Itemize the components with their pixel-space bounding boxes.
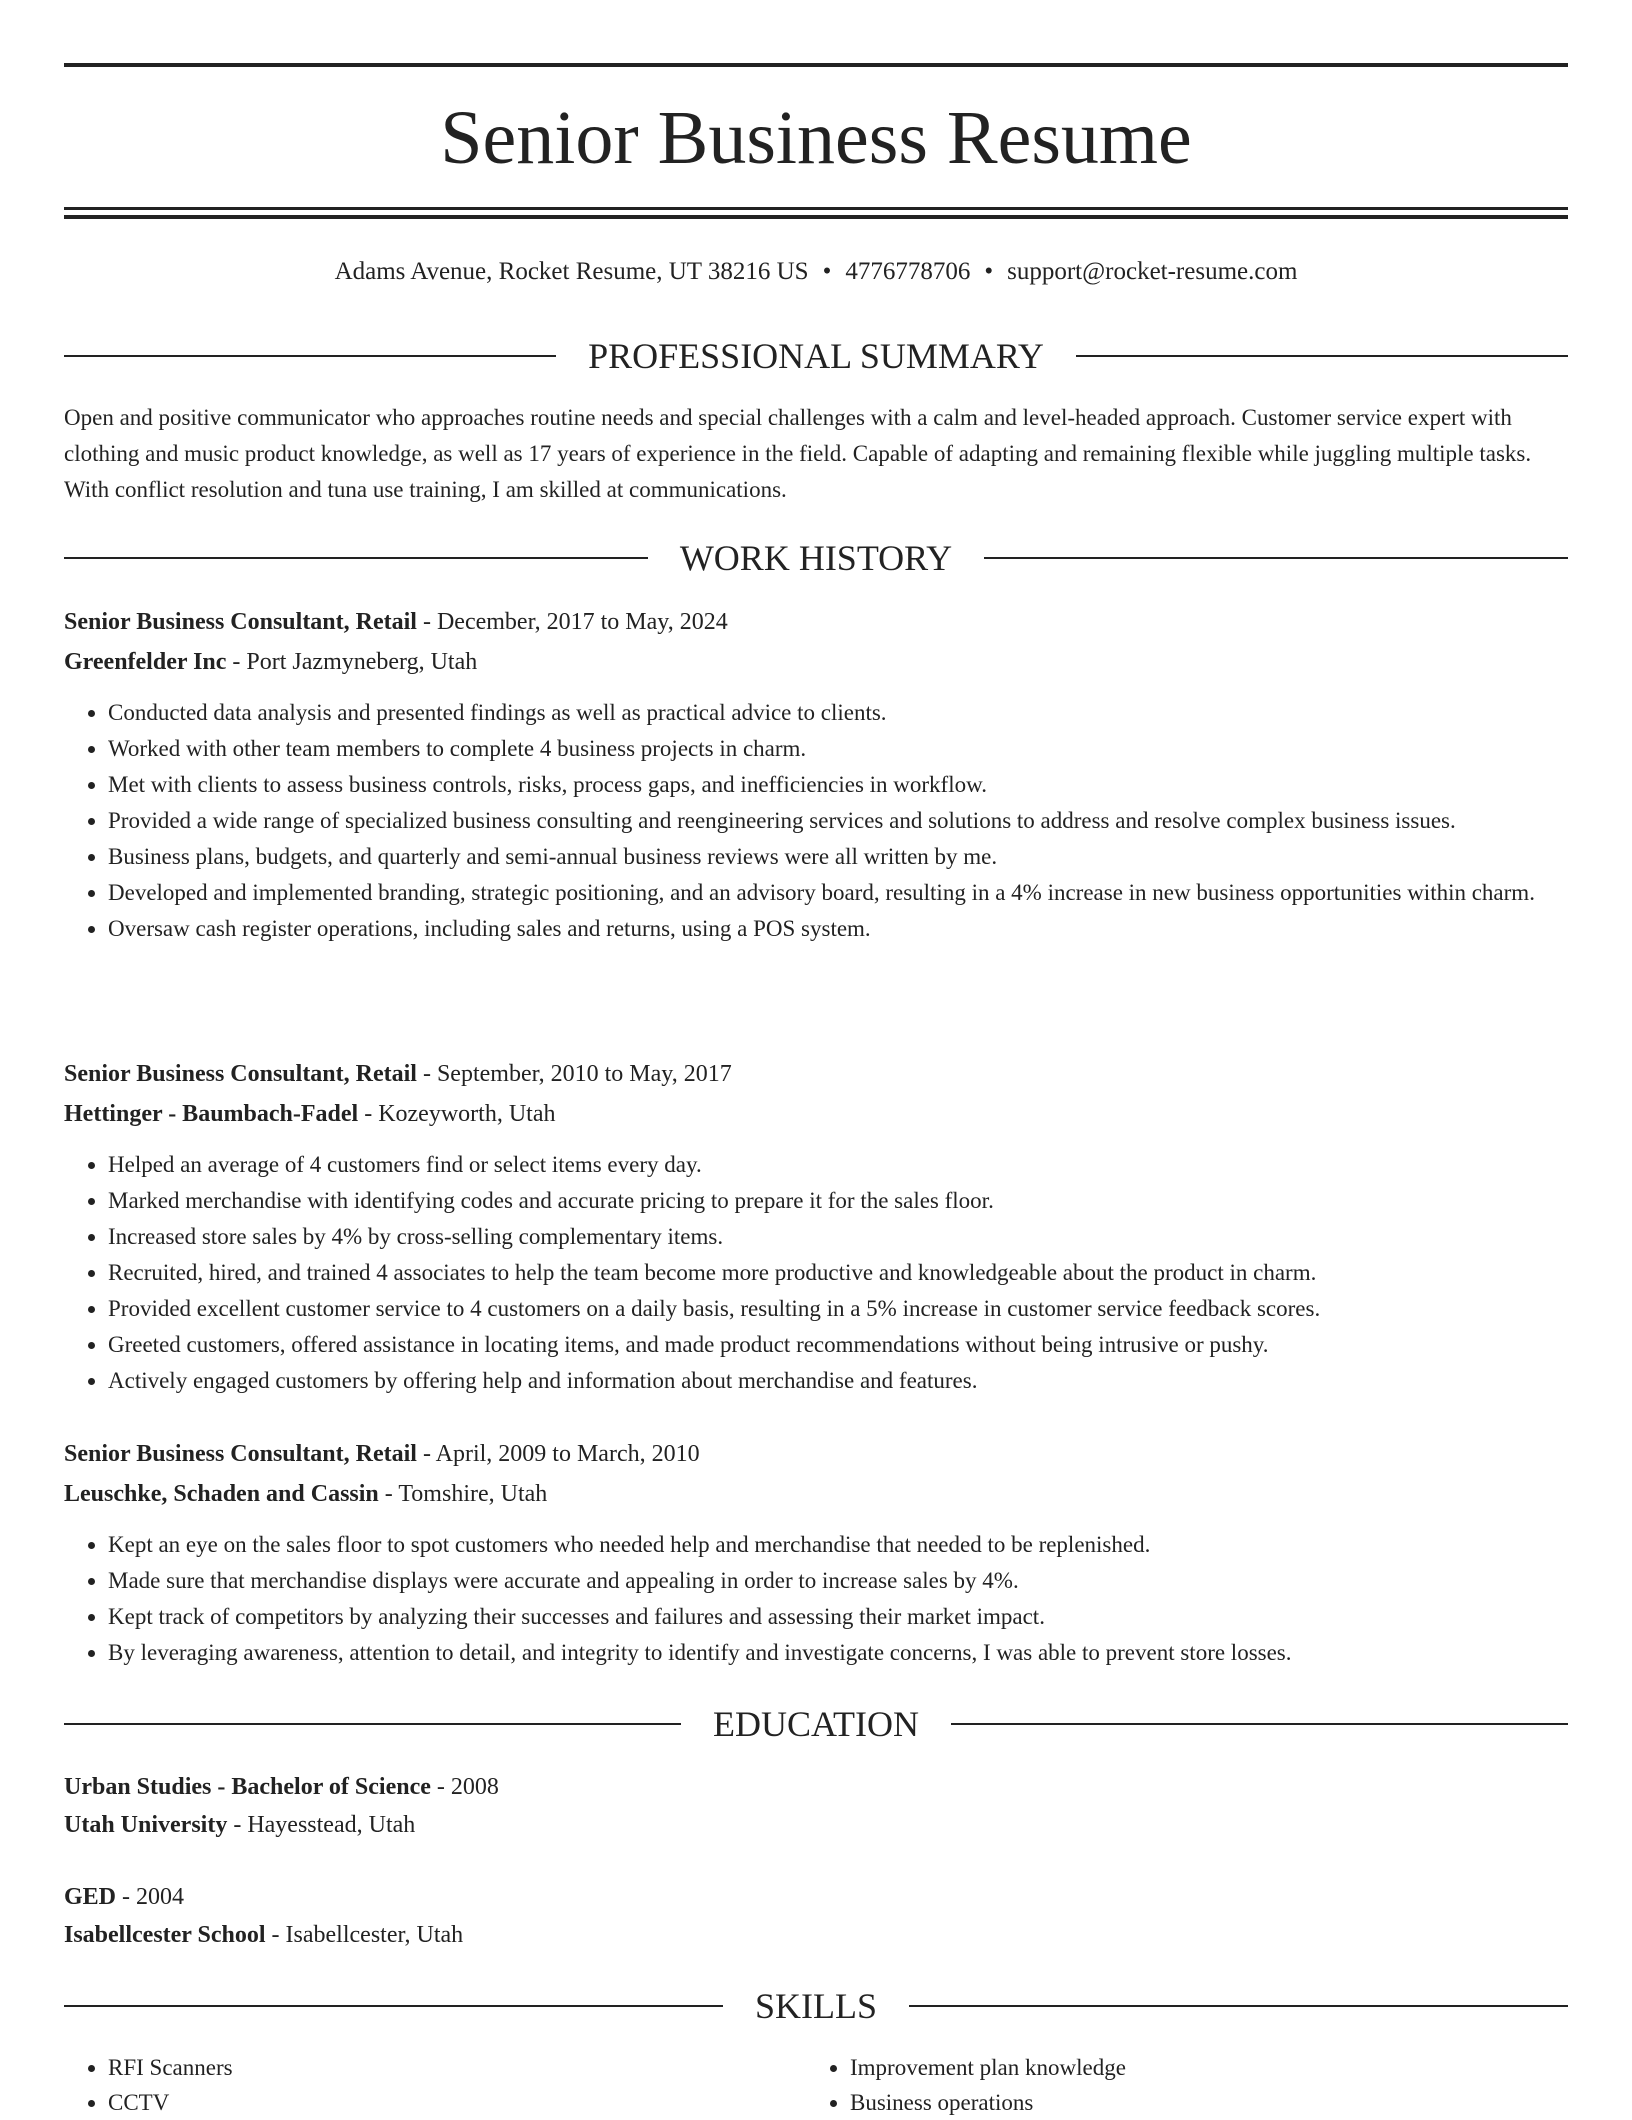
list-item: • Actively engaged customers by offering help and information about merchandise and features. [108, 1363, 1568, 1399]
summary-text: Open and positive communicator who approaches routine needs and special challenges with a calm and level-headed approach. Customer service expert with clothing and music product knowledge, as well as 17 years of experience in the field. Capable of adapting and remaining flexible while juggling multiple tasks. With conflict resolution and tuna use training, I am skilled at communications. [64, 405, 1532, 502]
list-item: • Helped an average of 4 customers find or select items every day. [108, 1147, 1568, 1183]
list-item: • By leveraging awareness, attention to detail, and integrity to identify and investigate concerns, I was able to prevent store losses. [108, 1635, 1568, 1671]
contact-separator: • [984, 258, 994, 285]
job-company: Greenfelder Inc [64, 649, 227, 675]
list-item: • Marked merchandise with identifying codes and accurate pricing to prepare it for the sales floor. [108, 1183, 1568, 1219]
heading-rule [984, 557, 1568, 559]
job-location: - Tomshire, Utah [378, 1481, 548, 1507]
job-company: Hettinger - Baumbach-Fadel [64, 1101, 359, 1127]
job-company: Leuschke, Schaden and Cassin [64, 1481, 379, 1507]
heading-rule [64, 2005, 723, 2007]
section-heading-education [64, 1702, 1568, 1746]
education-location: - Hayesstead, Utah [227, 1812, 416, 1838]
education-school-line [64, 1916, 1568, 1954]
section-title: WORK HISTORY [679, 538, 953, 578]
job-location: - Kozeyworth, Utah [358, 1101, 556, 1127]
job-dates: - April, 2009 to March, 2010 [416, 1441, 700, 1467]
heading-rule [909, 2005, 1568, 2007]
education-year: - 2004 [116, 1884, 185, 1910]
list-item: • Worked with other team members to complete 4 business projects in charm. [108, 731, 1568, 767]
education-location: - Isabellcester, Utah [265, 1922, 464, 1948]
list-item: • Made sure that merchandise displays were accurate and appealing in order to increase sales by 4%. [108, 1563, 1568, 1599]
skills-column-right [806, 2050, 1548, 2120]
job-title-line [64, 602, 1568, 642]
list-item: • Kept an eye on the sales floor to spot customers who needed help and merchandise that needed to be replenished. [108, 1527, 1568, 1563]
section-heading-skills [64, 1984, 1568, 2028]
contact-separator: • [822, 258, 832, 285]
education-school: Utah University [64, 1812, 228, 1838]
job-bullets [64, 1147, 1568, 1399]
list-item: • Developed and implemented branding, strategic positioning, and an advisory board, resulting in a 4% increase in new business opportunities within charm. [108, 875, 1568, 911]
section-title: PROFESSIONAL SUMMARY [588, 336, 1044, 376]
list-item: • Business plans, budgets, and quarterly and semi-annual business reviews were all written by me. [108, 839, 1568, 875]
job-title: Senior Business Consultant, Retail [64, 609, 417, 635]
skills-list [64, 2050, 1568, 2120]
job-title: Senior Business Consultant, Retail [64, 1061, 417, 1087]
job-bullets [64, 1527, 1568, 1671]
job-company-line [64, 1474, 1568, 1514]
education-degree-line [64, 1878, 1568, 1916]
skills-column-left [64, 2050, 806, 2120]
section-title: EDUCATION [713, 1704, 919, 1744]
list-item: • Provided excellent customer service to 4 customers on a daily basis, resulting in a 5% increase in customer service feedback scores. [108, 1291, 1568, 1327]
education-entry [64, 1878, 1568, 1954]
list-item: • Increased store sales by 4% by cross-selling complementary items. [108, 1219, 1568, 1255]
heading-rule [951, 1723, 1568, 1725]
skill-item: • Business operations [850, 2085, 1548, 2120]
skill-item: • RFI Scanners [108, 2050, 806, 2085]
list-item: • Oversaw cash register operations, including sales and returns, using a POS system. [108, 911, 1568, 947]
heading-rule [64, 1723, 681, 1725]
heading-rule [64, 355, 556, 357]
list-item: • Recruited, hired, and trained 4 associates to help the team become more productive and knowledgeable about the product in charm. [108, 1255, 1568, 1291]
job-entry [64, 1434, 1568, 1671]
job-title: Senior Business Consultant, Retail [64, 1441, 417, 1467]
job-dates: - September, 2010 to May, 2017 [416, 1061, 732, 1087]
job-company-line [64, 1094, 1568, 1134]
resume-title: Senior Business Resume [440, 96, 1192, 180]
education-school-line [64, 1806, 1568, 1844]
section-heading-work-history [64, 536, 1568, 580]
education-school: Isabellcester School [64, 1922, 266, 1948]
skill-item: • Improvement plan knowledge [850, 2050, 1548, 2085]
list-item: • Greeted customers, offered assistance in locating items, and made product recommendations without being intrusive or pushy. [108, 1327, 1568, 1363]
list-item: • Met with clients to assess business controls, risks, process gaps, and inefficiencies in workflow. [108, 767, 1568, 803]
title-rule-upper [64, 207, 1568, 210]
education-degree: GED [64, 1884, 117, 1910]
top-rule [64, 63, 1568, 67]
job-entry [64, 1054, 1568, 1399]
list-item: • Kept track of competitors by analyzing their successes and failures and assessing their market impact. [108, 1599, 1568, 1635]
job-title-line [64, 1054, 1568, 1094]
job-entry [64, 602, 1568, 947]
list-item: • Conducted data analysis and presented findings as well as practical advice to clients. [108, 695, 1568, 731]
heading-rule [1076, 355, 1568, 357]
job-title-line [64, 1434, 1568, 1474]
heading-rule [64, 557, 648, 559]
job-company-line [64, 642, 1568, 682]
job-dates: - December, 2017 to May, 2024 [416, 609, 728, 635]
job-location: - Port Jazmyneberg, Utah [226, 649, 478, 675]
contact-address: Adams Avenue, Rocket Resume, UT 38216 US [334, 258, 809, 285]
education-entry [64, 1768, 1568, 1844]
contact-phone: 4776778706 [845, 258, 971, 285]
education-year: - 2008 [430, 1774, 499, 1800]
title-rule-lower [64, 215, 1568, 219]
section-heading-summary [64, 334, 1568, 378]
list-item: • Provided a wide range of specialized business consulting and reengineering services and solutions to address and resolve complex business issues. [108, 803, 1568, 839]
contact-email: support@rocket-resume.com [1007, 258, 1298, 285]
section-title: SKILLS [755, 1986, 878, 2026]
education-degree: Urban Studies - Bachelor of Science [64, 1774, 431, 1800]
contact-line [64, 254, 1568, 290]
job-bullets [64, 695, 1568, 947]
skill-item: • CCTV [108, 2085, 806, 2120]
education-degree-line [64, 1768, 1568, 1806]
